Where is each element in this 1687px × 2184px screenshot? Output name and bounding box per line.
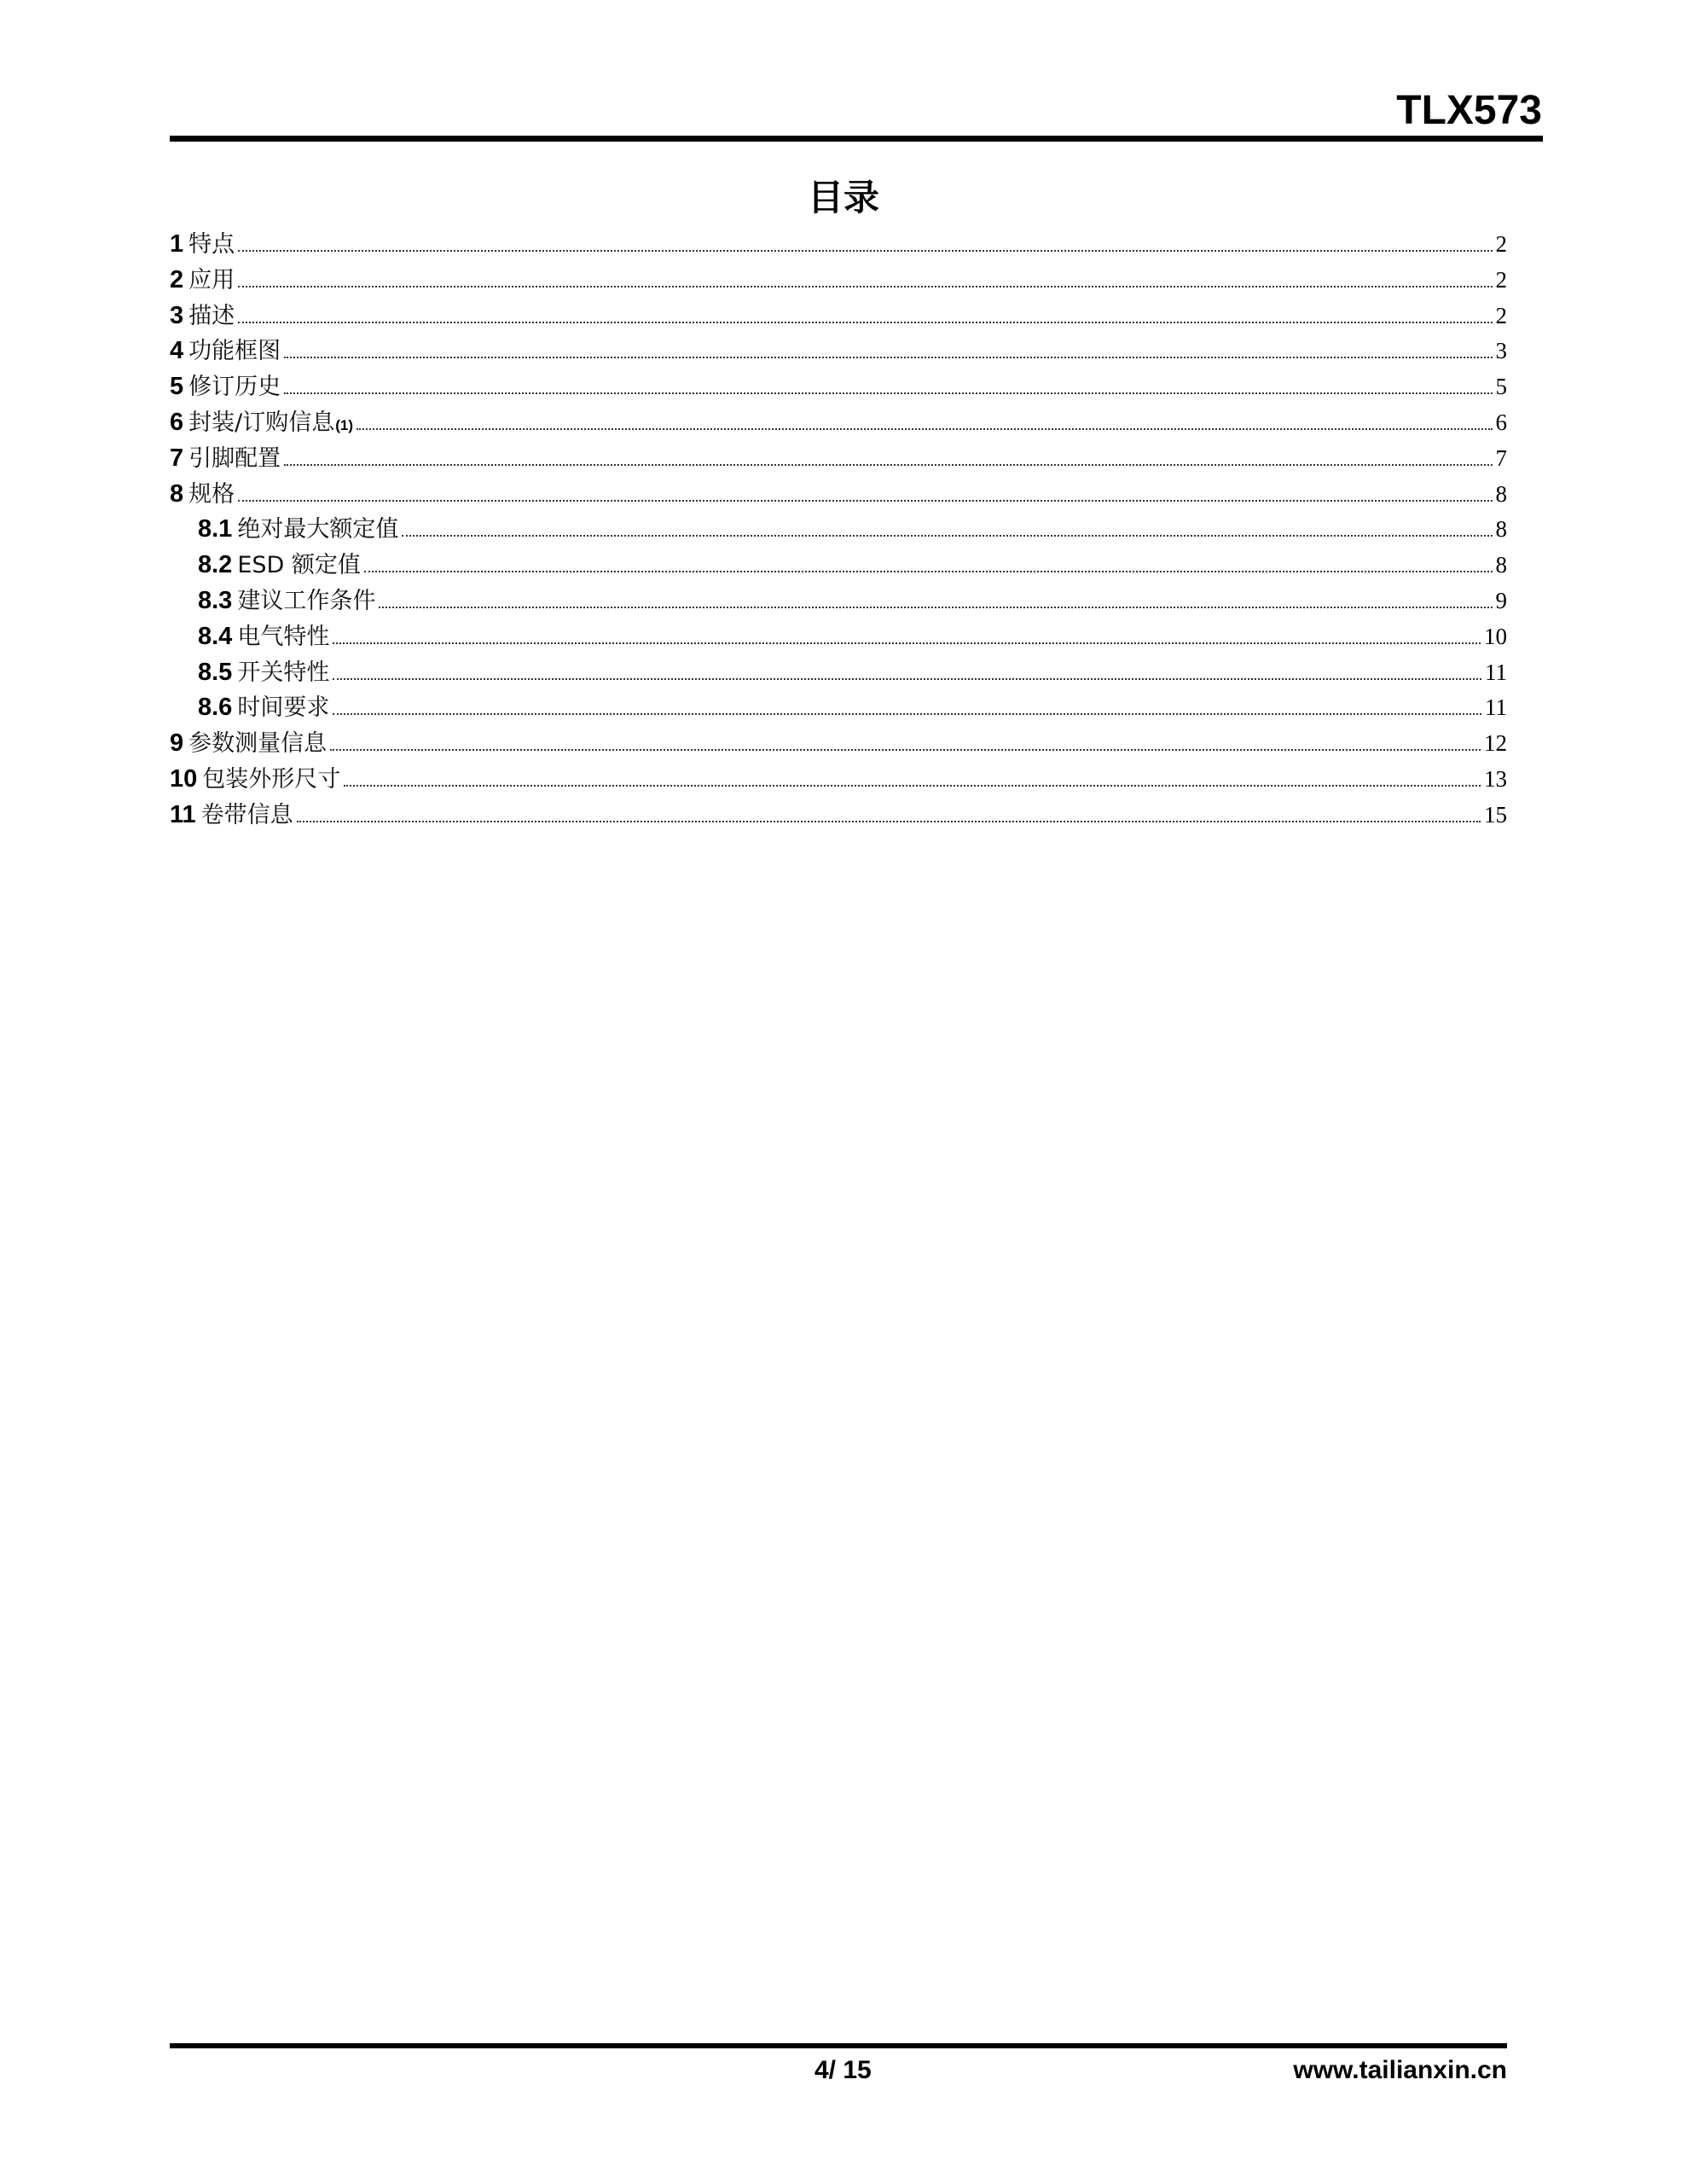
- toc-entry-page: 10: [1484, 623, 1507, 649]
- dot-leader: [238, 500, 1492, 502]
- toc-entry-6[interactable]: 6 封装/订购信息 (1) 6: [170, 405, 1507, 441]
- toc-entry-number: 8.6: [198, 694, 233, 722]
- toc-entry-11[interactable]: [170, 798, 1507, 834]
- toc-entry-number: 1: [170, 230, 184, 258]
- toc-entry-page: 11: [1485, 659, 1507, 685]
- document-title: TLX573: [1396, 88, 1542, 133]
- toc-entry-8-3[interactable]: [170, 584, 1507, 619]
- dot-leader: [238, 250, 1492, 252]
- toc-entry-page: 9: [1495, 587, 1507, 613]
- toc-entry-label: 绝对最大额定值: [237, 516, 399, 543]
- dot-leader: [297, 821, 1481, 822]
- toc-entry-number: 6: [170, 408, 184, 436]
- toc-entry-number: 8.3: [198, 586, 233, 614]
- dot-leader: [284, 357, 1492, 358]
- toc-entry-label: 特点: [188, 231, 235, 258]
- toc-entry-number: 8.1: [198, 515, 233, 543]
- toc-entry-number: 8.4: [198, 622, 233, 650]
- toc-entry-number: 8.5: [198, 658, 233, 686]
- dot-leader: [357, 428, 1492, 430]
- toc-entry-page: 8: [1495, 480, 1507, 507]
- toc-entry-8-6[interactable]: [170, 690, 1507, 726]
- dot-leader: [364, 571, 1493, 572]
- toc-entry-page: 7: [1495, 444, 1507, 471]
- dot-leader: [238, 322, 1492, 323]
- toc-entry-number: 7: [170, 444, 184, 472]
- toc-entry-page: 6: [1495, 409, 1507, 435]
- dot-leader: [284, 392, 1492, 394]
- toc-entry-label: 封装/订购信息: [188, 409, 335, 436]
- dot-leader: [330, 749, 1481, 751]
- toc-entry-5[interactable]: [170, 369, 1507, 405]
- page-indicator: 4/ 15: [815, 2056, 872, 2084]
- toc-entry-page: 3: [1495, 338, 1507, 364]
- toc-entry-label: 时间要求: [237, 694, 330, 722]
- dot-leader: [379, 607, 1492, 608]
- toc-entry-number: 9: [170, 729, 184, 758]
- toc-entry-label: 应用: [188, 266, 235, 293]
- toc-entry-page: 15: [1484, 801, 1507, 828]
- toc-entry-number: 10: [170, 764, 198, 793]
- toc-entry-label: 开关特性: [237, 659, 330, 686]
- toc-entry-2[interactable]: [170, 263, 1507, 299]
- toc-entry-number: 3: [170, 301, 184, 329]
- toc-entry-page: 8: [1495, 552, 1507, 578]
- dot-leader: [333, 713, 1481, 715]
- toc-entry-8-2[interactable]: [170, 548, 1507, 584]
- toc-heading: 目录: [807, 177, 879, 218]
- website-link[interactable]: www.tailianxin.cn: [1293, 2056, 1507, 2084]
- dot-leader: [333, 642, 1481, 644]
- toc-entry-10[interactable]: [170, 762, 1507, 798]
- toc-entry-number: 4: [170, 337, 184, 365]
- toc-entry-number: 2: [170, 265, 184, 293]
- toc-entry-page: 2: [1495, 231, 1507, 257]
- toc-entry-label: 建议工作条件: [237, 587, 376, 614]
- toc-entry-label: 引脚配置: [188, 444, 281, 472]
- toc-entry-label: 修订历史: [188, 374, 281, 401]
- toc-entry-page: 2: [1495, 302, 1507, 328]
- toc-entry-number: 8.2: [198, 551, 233, 579]
- dot-leader: [238, 286, 1492, 288]
- toc-entry-label: 参数测量信息: [188, 730, 328, 758]
- footer-rule: [170, 2043, 1507, 2048]
- toc-entry-number: 8: [170, 479, 184, 508]
- toc-entry-7[interactable]: [170, 441, 1507, 477]
- dot-leader: [402, 535, 1492, 537]
- toc-entry-page: 2: [1495, 266, 1507, 293]
- dot-leader: [284, 464, 1492, 466]
- toc-entry-1[interactable]: [170, 227, 1507, 263]
- toc-entry-number: 11: [170, 800, 196, 828]
- toc-entry-label: 卷带信息: [200, 801, 293, 828]
- toc-entry-number: 5: [170, 373, 184, 401]
- toc-entry-label: 包装外形尺寸: [202, 765, 341, 793]
- toc-entry-8[interactable]: [170, 477, 1507, 513]
- toc-entry-label: 电气特性: [237, 623, 330, 650]
- toc-entry-label: ESD 额定值: [237, 552, 361, 579]
- toc-entry-3[interactable]: [170, 299, 1507, 334]
- toc-entry-page: 8: [1495, 516, 1507, 543]
- table-of-contents: [170, 227, 1507, 834]
- dot-leader: [344, 785, 1481, 787]
- toc-entry-label: 描述: [188, 302, 235, 329]
- toc-entry-label: 功能框图: [188, 338, 281, 365]
- toc-entry-page: 13: [1484, 765, 1507, 792]
- toc-entry-page: 5: [1495, 374, 1507, 400]
- header-rule: [170, 136, 1543, 142]
- toc-entry-8-5[interactable]: [170, 655, 1507, 691]
- toc-entry-9[interactable]: [170, 726, 1507, 762]
- toc-entry-page: 12: [1484, 730, 1507, 757]
- toc-entry-8-4[interactable]: [170, 619, 1507, 655]
- dot-leader: [333, 678, 1481, 680]
- toc-entry-label: 规格: [188, 480, 235, 508]
- toc-entry-8-1[interactable]: [170, 512, 1507, 548]
- toc-entry-page: 11: [1485, 694, 1507, 721]
- toc-entry-4[interactable]: [170, 334, 1507, 369]
